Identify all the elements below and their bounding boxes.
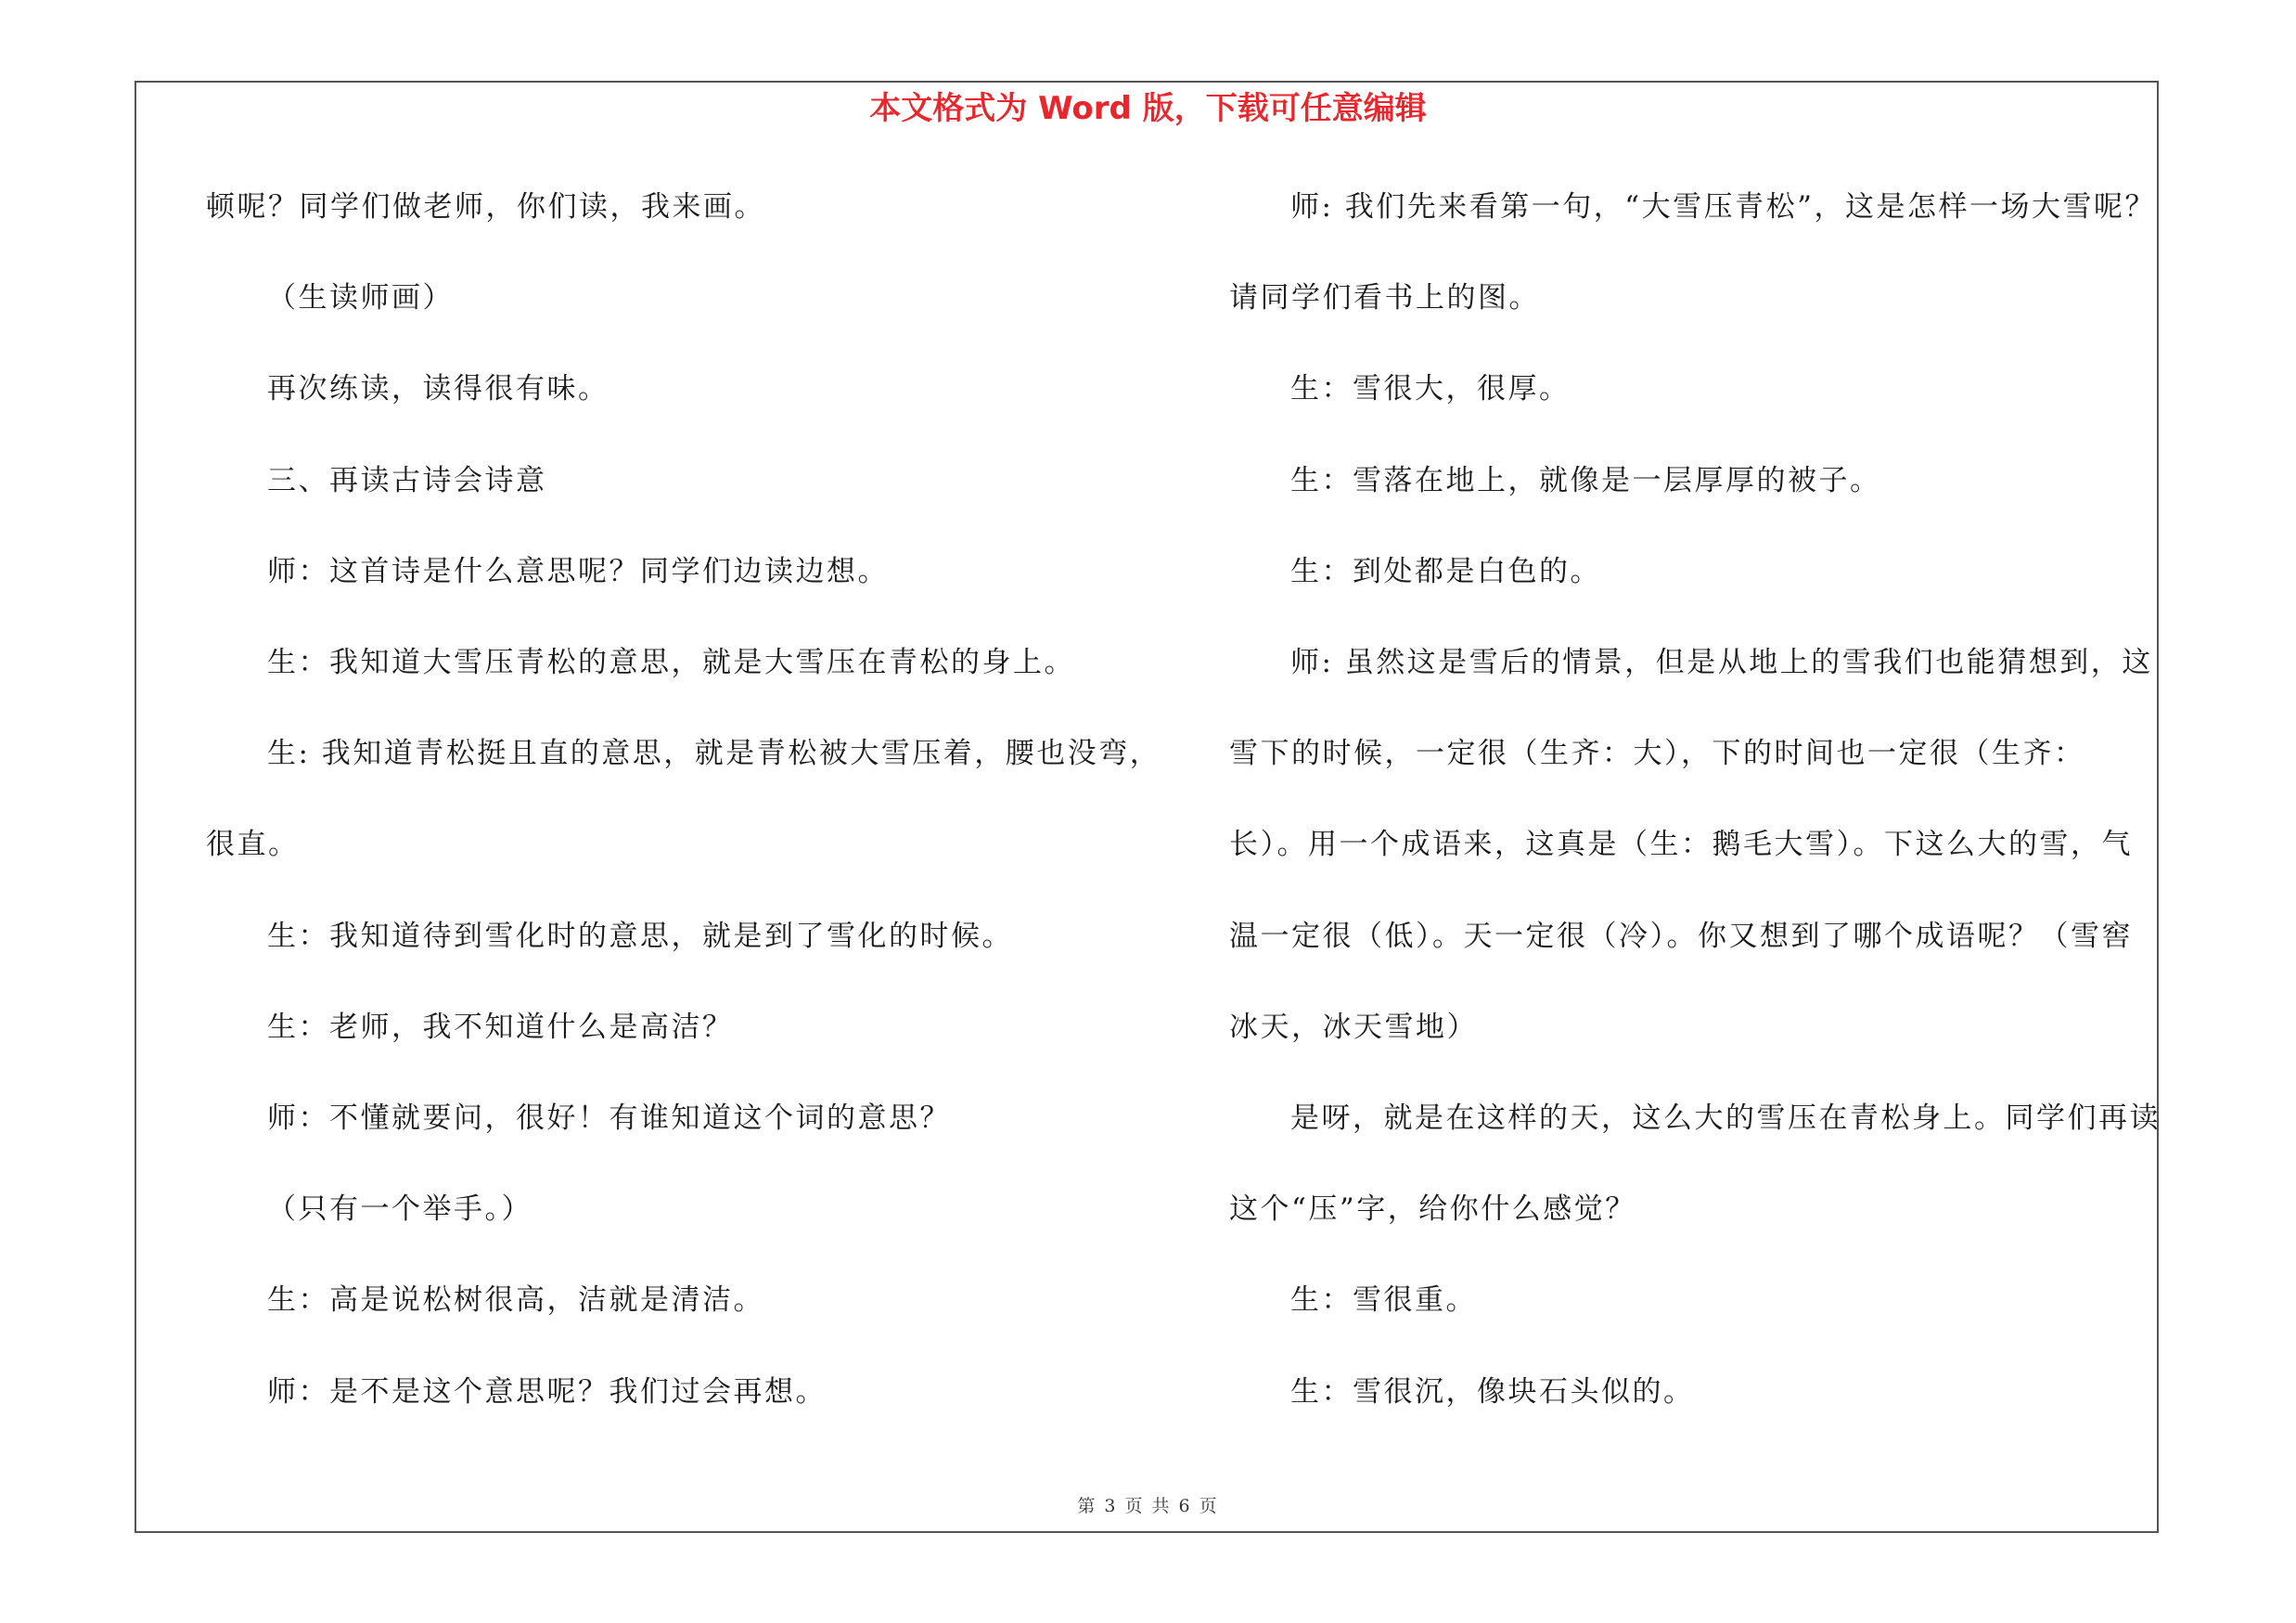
- paragraph-line: 生：雪很重。: [1290, 1283, 1477, 1318]
- paragraph-line: 师：这首诗是什么意思呢？同学们边读边想。: [267, 554, 889, 588]
- paragraph-line: 温一定很（低）。天一定很（冷）。你又想到了哪个成语呢？（雪窖: [1229, 919, 2133, 953]
- paragraph-line: 生：高是说松树很高，洁就是清洁。: [267, 1283, 764, 1318]
- paragraph-line: 请同学们看书上的图。: [1229, 281, 1540, 316]
- paragraph-line: 这个“压”字，给你什么感觉？: [1229, 1192, 1636, 1227]
- paragraph-line: 顿呢？同学们做老师，你们读，我来画。: [206, 190, 765, 224]
- paragraph-line: 生：老师，我不知道什么是高洁？: [267, 1010, 734, 1044]
- paragraph-line: 生：雪很沉，像块石头似的。: [1290, 1374, 1695, 1409]
- paragraph-line: 生：我知道大雪压青松的意思，就是大雪压在青松的身上。: [267, 646, 1075, 679]
- paragraph-line: 是呀，就是在这样的天，这么大的雪压在青松身上。同学们再读: [1290, 1101, 2161, 1135]
- paragraph-line: 长）。用一个成语来，这真是（生：鹅毛大雪）。下这么大的雪，气: [1229, 828, 2133, 862]
- paragraph-line: 很直。: [206, 828, 300, 862]
- paragraph-line: （生读师画）: [267, 281, 454, 316]
- paragraph-line: 生：到处都是白色的。: [1290, 554, 1601, 588]
- paragraph-line: 雪下的时候，一定很（生齐：大），下的时间也一定很（生齐：: [1229, 737, 2085, 771]
- section-heading: 三、再读古诗会诗意: [267, 463, 547, 497]
- paragraph-line: 生：雪落在地上，就像是一层厚厚的被子。: [1290, 463, 1881, 497]
- paragraph-line: 师：不懂就要问，很好！有谁知道这个词的意思？: [267, 1101, 951, 1135]
- paragraph-line: 生：雪很大，很厚。: [1290, 372, 1571, 406]
- paragraph-line: 师：是不是这个意思呢？我们过会再想。: [267, 1374, 827, 1409]
- paragraph-line: （只有一个举手。）: [267, 1192, 532, 1227]
- paragraph-line: 师: 我们先来看第一句，“大雪压青松”，这是怎样一场大雪呢？: [1290, 190, 2156, 224]
- paragraph-line: 再次练读，读得很有味。: [267, 372, 609, 406]
- paragraph-line: 冰天，冰天雪地）: [1229, 1010, 1478, 1044]
- paragraph-line: 生: 我知道青松挺且直的意思，就是青松被大雪压着，腰也没弯，: [267, 737, 1161, 771]
- paragraph-line: 生：我知道待到雪化时的意思，就是到了雪化的时候。: [267, 919, 1013, 953]
- paragraph-line: 师: 虽然这是雪后的情景，但是从地上的雪我们也能猜想到，这: [1290, 646, 2153, 679]
- format-banner: 本文格式为 Word 版，下载可任意编辑: [869, 90, 1427, 127]
- page-number-footer: 第 3 页 共 6 页: [1077, 1496, 1219, 1516]
